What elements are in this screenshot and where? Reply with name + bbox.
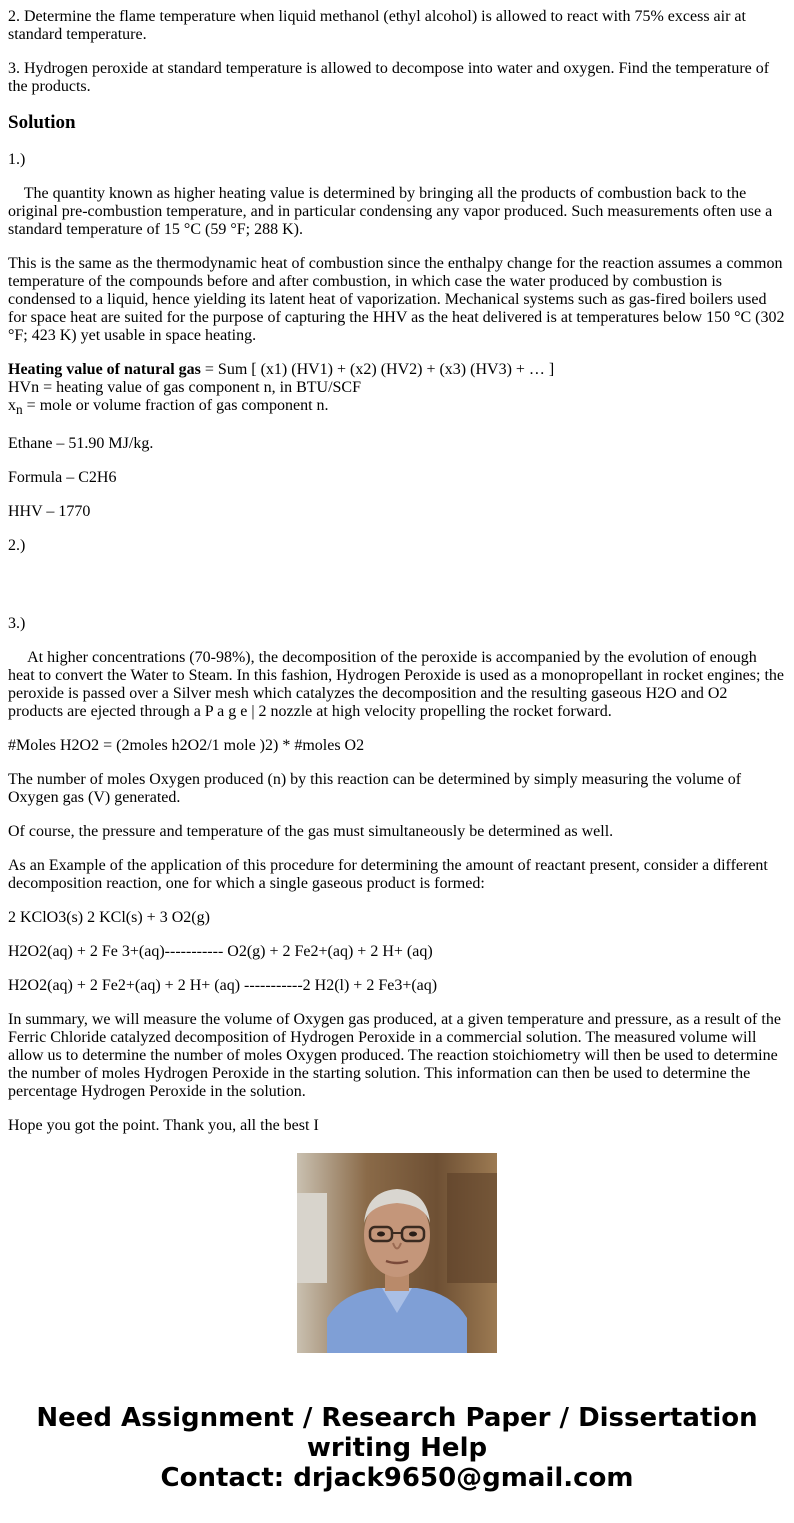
moles-oxygen-paragraph: The number of moles Oxygen produced (n) by this reaction can be determined by simply measuring the volume of Oxygen gas (V) generated.: [8, 771, 742, 807]
document-body: [8, 8, 786, 1135]
author-avatar: [297, 1153, 497, 1353]
decomposition-paragraph-text: At higher concentrations (70-98%), the decomposition of the peroxide is accompanied by the evolution of enough heat to convert the Water to Steam. In this fashion, Hydrogen Peroxide is used as a monopropellant in rocket engines; the peroxide is passed over a Silver mesh which catalyzes the decomposition and the resulting gaseous H2O and O2 products are ejected through a P a g e | 2 nozzle at high velocity propelling the rocket forward.: [8, 649, 784, 721]
reaction-3: H2O2(aq) + 2 Fe2+(aq) + 2 H+ (aq) -----------2 H2(l) + 2 Fe3+(aq): [8, 977, 438, 995]
xn-definition: = mole or volume fraction of gas component n.: [22, 397, 329, 414]
summary-paragraph: In summary, we will measure the volume of Oxygen gas produced, at a given temperature and pressure, as a result of the Ferric Chloride catalyzed decomposition of Hydrogen Peroxide in a commercial solution. The measured volume will allow us to determine the number of moles Oxygen produced. The reaction stoichiometry will then be used to determine the number of moles Hydrogen Peroxide in the starting solution. This information can then be used to determine the percentage Hydrogen Peroxide in the solution.: [8, 1011, 781, 1101]
promo-banner: [0, 1403, 794, 1493]
question-2: 2. Determine the flame temperature when liquid methanol (ethyl alcohol) is allowed to react with 75% excess air at standard temperature.: [8, 8, 746, 43]
pressure-temperature-paragraph: Of course, the pressure and temperature of the gas must simultaneously be determined as well.: [8, 823, 614, 841]
part-1-label: 1.): [8, 151, 26, 168]
closing-line: Hope you got the point. Thank you, all the best I: [8, 1117, 319, 1135]
xn-subscript: n: [16, 402, 23, 418]
moles-equation: #Moles H2O2 = (2moles h2O2/1 mole )2) * #moles O2: [8, 737, 365, 755]
ethane-formula: Formula – C2H6: [8, 469, 117, 487]
part-3-label: 3.): [8, 615, 26, 633]
hhv-paragraph-text: The quantity known as higher heating value is determined by bringing all the products of combustion back to the original pre-combustion temperature, and in particular condensing any vapor produced. Such measurements often use a standard temperature of 15 °C (59 °F; 288 K).: [8, 185, 773, 238]
blank-space: [8, 571, 786, 615]
promo-line-1: Need Assignment / Research Paper / Dissertation: [36, 1403, 758, 1433]
avatar-portrait: [297, 1153, 497, 1353]
example-paragraph: As an Example of the application of this procedure for determining the amount of reactant present, consider a different decomposition reaction, one for which a single gaseous product is formed:: [8, 857, 768, 893]
promo-contact: Contact: drjack9650@gmail.com: [160, 1463, 634, 1493]
promo-line-2: writing Help: [306, 1433, 488, 1463]
formula-expression: = Sum [ (x1) (HV1) + (x2) (HV2) + (x3) (HV3) + … ]: [200, 361, 555, 378]
reaction-2: H2O2(aq) + 2 Fe 3+(aq)----------- O2(g) + 2 Fe2+(aq) + 2 H+ (aq): [8, 943, 433, 961]
question-3: 3. Hydrogen peroxide at standard temperature is allowed to decompose into water and oxygen. Find the temperature of the products.: [8, 60, 770, 95]
solution-heading: Solution: [8, 112, 76, 133]
reaction-1: 2 KClO3(s) 2 KCl(s) + 3 O2(g): [8, 909, 210, 927]
xn-variable: x: [8, 397, 16, 414]
ethane-value: Ethane – 51.90 MJ/kg.: [8, 435, 154, 453]
hvn-definition: HVn = heating value of gas component n, in BTU/SCF: [8, 379, 361, 396]
heating-value-formula: [8, 361, 786, 419]
part-2-label: 2.): [8, 537, 26, 555]
hhv-paragraph: [8, 185, 786, 239]
formula-term: Heating value of natural gas: [8, 361, 201, 378]
heat-of-combustion-paragraph: This is the same as the thermodynamic heat of combustion since the enthalpy change for the reaction assumes a common temperature of the compounds before and after combustion, in which case the water produced by combustion is condensed to a liquid, hence yielding its latent heat of vaporization. Mechanical systems such as gas-fired boilers used for space heat are suited for the purpose of capturing the HHV as the heat delivered is at temperatures below 150 °C (302 °F; 423 K) yet usable in space heating.: [8, 255, 785, 344]
decomposition-paragraph: [8, 649, 786, 721]
ethane-hhv: HHV – 1770: [8, 503, 91, 521]
